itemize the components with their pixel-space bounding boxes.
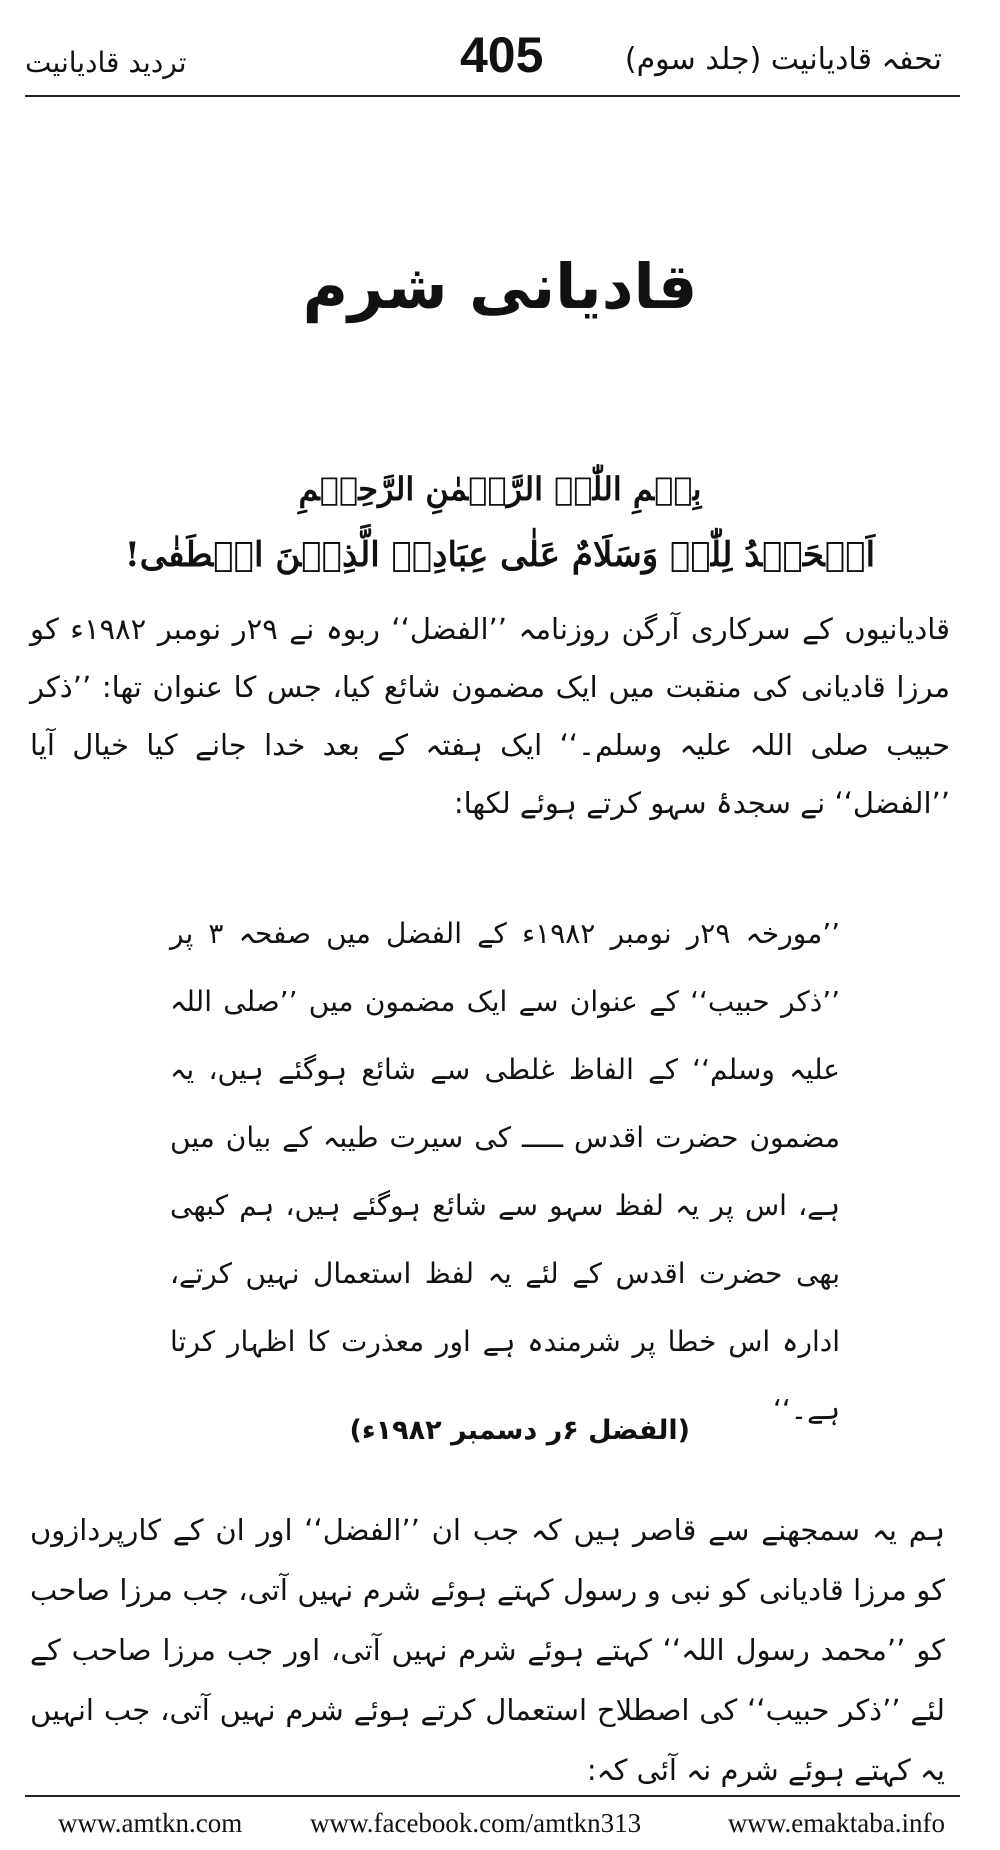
bismillah-line: بِسۡمِ اللّٰہِ الرَّحۡمٰنِ الرَّحِیۡمِ: [298, 470, 702, 508]
header-divider: [25, 95, 960, 97]
closing-paragraph: ہم یہ سمجھنے سے قاصر ہیں کہ جب ان ’’الفضل‘‘ اور ان کے کارپردازوں کو مرزا قادیانی کو نبی و رسول کہتے ہوئے شرم نہیں آتی، جب مرزا صاحب کو ’’محمد رسول اللہ‘‘ کہتے ہوئے شرم نہیں آتی، اور جب مرزا صاحب کے لئے ’’ذکر حبیب‘‘ کی اصطلاح استعمال کرتے ہوئے شرم نہیں آتی، جب انہیں یہ کہتے ہوئے شرم نہ آئی کہ:: [30, 1513, 945, 1787]
page-footer: [0, 1798, 1000, 1848]
intro-paragraph: قادیانیوں کے سرکاری آرگن روزنامہ ’’الفضل‘‘ ربوہ نے ۲۹ر نومبر ۱۹۸۲ء کو مرزا قادیانی کی منقبت میں ایک مضمون شائع کیا، جس کا عنوان تھا: ’’ذکر حبیب صلی اللہ علیہ وسلم۔‘‘ ایک ہفتہ کے بعد خدا جانے کیا خیال آیا ’’الفضل‘‘ نے سجدۂ سہو کرتے ہوئے لکھا:: [30, 612, 950, 820]
footer-link-emaktaba[interactable]: www.emaktaba.info: [727, 1808, 945, 1838]
footer-divider: [25, 1795, 960, 1797]
page-header: [0, 0, 1000, 100]
page-number: 405: [460, 27, 544, 83]
quote-reference: (الفضل ۶ر دسمبر ۱۹۸۲ء): [349, 1415, 690, 1446]
footer-link-amtkn[interactable]: www.amtkn.com: [58, 1808, 243, 1838]
hamd-line: اَلۡحَمۡدُ لِلّٰہِ وَسَلَامٌ عَلٰی عِبَادِہِ الَّذِیۡنَ اصۡطَفٰی!: [124, 535, 876, 575]
header-book-title: تحفہ قادیانیت (جلد سوم): [624, 42, 942, 77]
block-quote: ’’مورخہ ۲۹ر نومبر ۱۹۸۲ء کے الفضل میں صفحہ ۳ پر ’’ذکر حبیب‘‘ کے عنوان سے ایک مضمون میں ’’صلی اللہ علیہ وسلم‘‘ کے الفاظ غلطی سے شائع ہوگئے ہیں، یہ مضمون حضرت اقدس ـــــ کی سیرت طیبہ کے بیان میں ہے، اس پر یہ لفظ سہو سے شائع ہوگئے ہیں، ہم کبھی بھی حضرت اقدس کے لئے یہ لفظ استعمال نہیں کرتے، ادارہ اس خطا پر شرمندہ ہے اور معذرت کا اظہار کرتا ہے۔‘‘: [170, 917, 840, 1426]
footer-link-facebook[interactable]: www.facebook.com/amtkn313: [310, 1808, 642, 1838]
chapter-title: قادیانی شرم: [302, 250, 698, 323]
header-section-title: تردید قادیانیت: [25, 46, 187, 79]
